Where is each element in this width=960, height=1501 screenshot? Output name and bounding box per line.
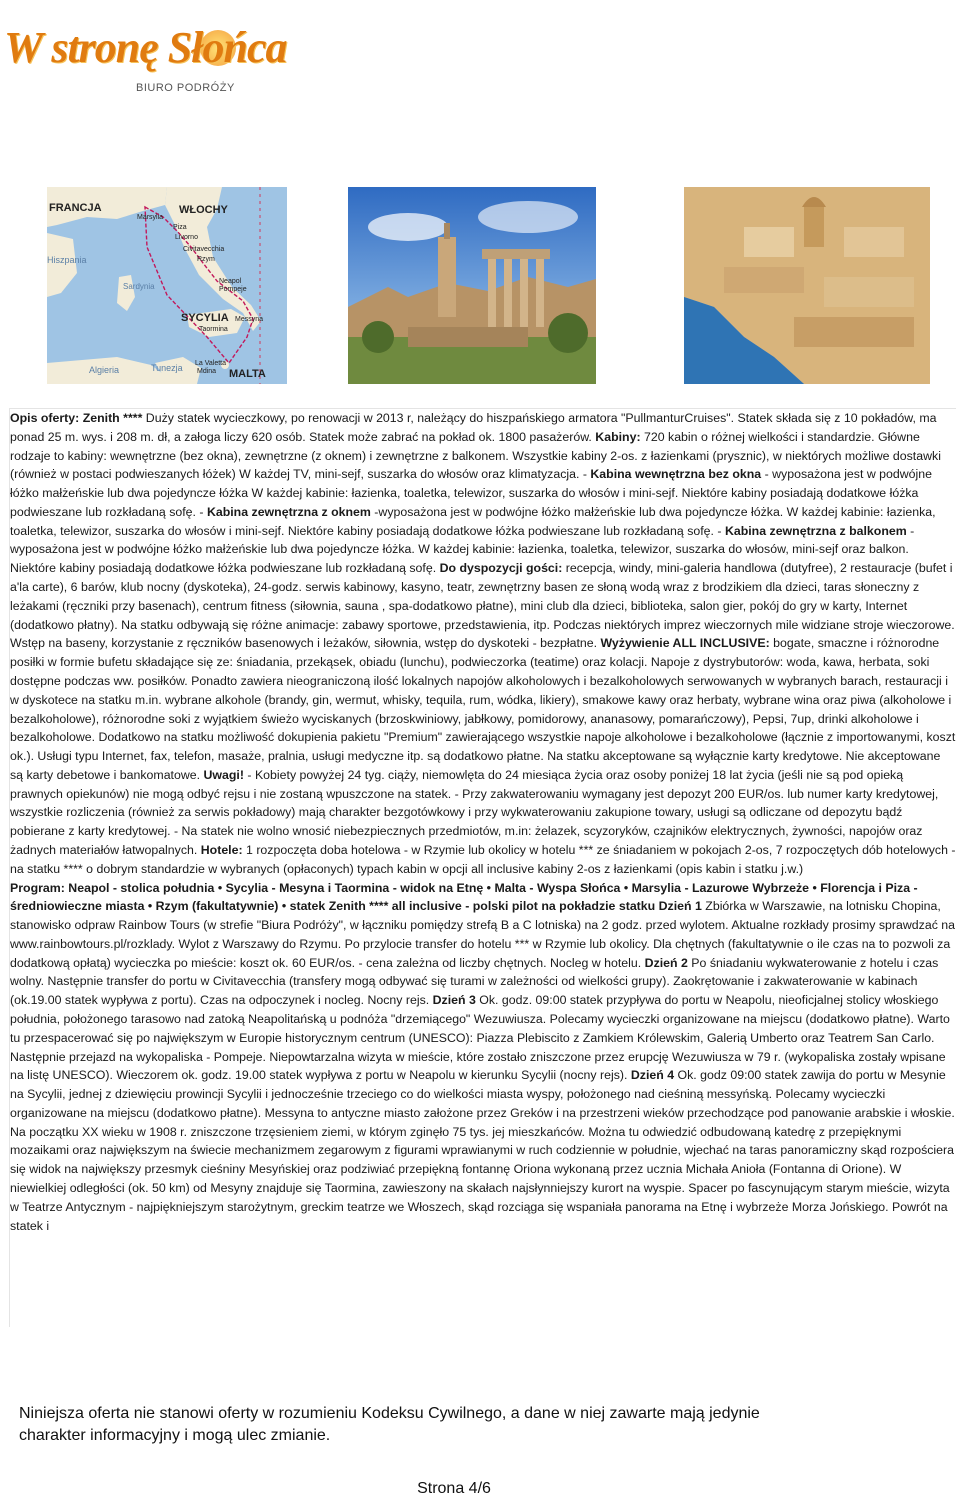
hotel-label: Hotele: [200,842,243,857]
hotel-text: 1 rozpoczęta doba hotelowa - w Rzymie lub okolicy w hotelu *** ze śniadaniem w pokojach 2-os, 7 rozpoczętych dób hotelowych - na statku **** o dobrym standardzie w wybranych (opłaconych) typach kabin w opcji all inclusive kabiny 2-os z łazienkami (opis kabin i statku j.w.) [10,842,956,876]
inner-cabin-label: Kabina wewnętrzna bez okna [590,467,762,482]
day2-label: Dzień 2 [644,955,688,970]
route-map-image [47,187,287,384]
map-city-livorno: Livorno [175,234,198,241]
map-city-taormina: Taormina [199,326,228,333]
map-label-sicily: SYCYLIA [181,312,229,324]
guests-text: recepcja, windy, mini-galeria handlowa (dutyfree), 2 restauracje (bufet i a'la carte), 6 barów, klub nocny (dyskoteka), 24-godz. serwis kabinowy, kasyno, teatr, zewnętrzny basen ze słoną wodą wraz z brodzikiem dla dzieci, taras słoneczny z leżakami (ręczniki przy basenach), centrum fitness (siłownia, sauna , spa-dodatkowo płatne), mini club dla dzieci, biblioteka, salon gier, pokój do gry w karty, Internet (dodatkowo płatny). Na statku odbywają się różne animacje: zabawy sportowe, przedstawienia, itp. Podczas niektórych imprez wieczornych mile widziane stroje wieczorowe. Wstęp na baseny, korzystanie z ręczników basenowych i leżaków, siłownia, wstęp do dyskoteki - bezpłatne. [10,561,955,651]
logo-text: W stronę Słońca [4,23,287,72]
map-city-messina: Messyna [235,316,264,323]
program-label: Program: Neapol - stolica południa • Sycylia - Mesyna i Taormina - widok na Etnę • Malta - Wyspa Słońca • Marsylia - Lazurowe Wybrzeże • Florencja i Piza - średniowieczne miasta • Rzym (fakultatywnie) • statek Zenith **** all inclusive - polski pilot na pokładzie statku Dzień 1 [10,880,918,914]
day4-text: Ok. godz 09:00 statek zawija do portu w Mesynie na Sycylii, jednej z dziewięciu prowincji Sycylii i jednocześnie trzeciego co do wielkości miasta wyspy, położonego nad cieśniną messyńską. Polecamy wycieczki organizowane na miejscu (dodatkowo płatne). Messyna to antyczne miasto założone przez Greków i na przestrzeni wieków przechodzące pod panowanie arabskie i włoskie. Na początku XX wieku w 1908 r. zniszczone trzęsieniem ziemi, w którym zginęło 75 tys. jej mieszkańców. Można tu odwiedzić odbudowaną katedrę z przepięknymi mozaikami oraz największym na świecie mechanizmem zegarowym z figurami wprawianymi w ruch codziennie w południe, wjechać na taras panoramiczny skąd rozpościera się widok na największy przesmyk cieśniny Mesyńskiej oraz podziwiać przepiękną fontannę Oriona wykonaną przez ucznia Michała Anioła (Fontanna di Orione). W niewielkiej odległości (ok. 50 km) od Mesyny znajduje się Taormina, zawieszony na skałach najsłynniejszy kurort na wyspie. Spacer po fascynującym starym mieście, wizyta w Teatrze Antycznym - najpiękniejszym starożytnym, greckim teatrze we Włoszech, skąd rozciąga się wspaniała panorama na Etnę i wybrzeże Morza Jońskiego. Powrót na statek i [10,1068,955,1233]
warning-label: Uwagi! [203,767,244,782]
day3-label: Dzień 3 [432,993,476,1008]
map-city-mdina: Mdina [197,368,217,375]
guests-label: Do dyspozycji gości: [439,561,563,576]
offer-label: Opis oferty: Zenith **** [10,411,143,425]
cabins-text: 720 kabin o różnej wielkości i standardzie. Główne rodzaje to kabiny: wewnętrzne (bez okna), zewnętrzne (z oknem) i zewnętrzne z balkonem. Wszystkie kabiny 2-os. z łazienkami (prysznic), w niektórych możliwe dostawki (również w postaci podwieszanych łóżek) W każdej TV, mini-sejf, suszarka do włosów oraz klimatyzacja. - [10,429,941,482]
map-city-pompeii: Pompeje [219,286,247,293]
day3-text: Ok. godz. 09:00 statek przypływa do portu w Neapolu, nieoficjalnej stolicy włoskiego południa, położonego tarasowo nad zatoką Neapolitańską u podnóża "drzemiącego" Wezuwiusza. Polecamy wycieczki organizowane na miejscu (dodatkowo płatne). Warto tu przespacerować się po największym w Europie historycznym centrum (UNESCO): Piazza Plebiscito z Zamkiem Królewskim, Galerią Umberto oraz Teatrem San Carlo. Następnie przejazd na wykopaliska - Pompeje. Niepowtarzalna wizyta w mieście, które zostało zniszczone przez erupcję Wezuwiusza w 79 r. (wykopaliska zostały wpisane na listę UNESCO). Wieczorem ok. godz. 19.00 statek wypływa z portu w Neapolu w kierunku Sycylii (nocny rejs). [10,993,950,1083]
outer-cabin-text: -wyposażona jest w podwójne łóżko małżeńskie lub dwa pojedyncze łóżka. W każdej kabinie: łazienka, toaletka, telewizor, suszarka do włosów i mini-sejf. Niektóre kabiny posiadają dodatkowe łóżka podwieszane lub rozkładaną sofę. - [10,504,936,538]
map-city-marseille: Marsylia [137,214,164,221]
map-city-naples: Neapol [219,278,242,285]
map-label-malta: MALTA [229,368,266,380]
map-label-tunisia: Tunezja [151,363,183,373]
map-city-civitavecchia: Civitavecchia [183,246,225,253]
map-label-sardinia: Sardynia [123,282,155,291]
map-label-algeria: Algieria [89,365,120,375]
rome-forum-image [348,187,596,384]
balcony-cabin-label: Kabina zewnętrzna z balkonem [724,523,907,538]
day2-text: Po śniadaniu wykwaterowanie z hotelu i czas wolny. Następnie transfer do portu w Civitavecchia (transfery mogą odbywać się turami w zależności od wielkości grupy). Zaokrętowanie i zakwaterowanie w kabinach (ok.19.00 statek wypływa z portu). Czas na odpoczynek i nocleg. Nocny rejs. [10,955,939,1008]
map-city-rome: Rzym [197,256,215,263]
offer-description [9,408,956,1327]
day4-label: Dzień 4 [630,1068,675,1083]
map-label-spain: Hiszpania [47,255,87,265]
balcony-cabin-text: - wyposażona jest w podwójne łóżko małżeńskie lub dwa pojedyncze łóżka. W każdej kabinie: łazienka, toaletka, telewizor, suszarka do włosów, mini-sejf oraz balkon. Niektóre kabiny posiadają dodatkowe łóżka podwieszane lub rozkładaną sofę. [10,523,915,576]
page-number: Strona 4/6 [417,1480,491,1497]
day1-text: Zbiórka w Warszawie, na lotnisku Chopina, stanowisko odpraw Rainbow Tours (w strefie "Biura Podróży", w łączniku pomiędzy strefą B a C lotniska) na 2 godz. przed wylotem. Aktualne rozkłady prosimy sprawdzać na www.rainbowtours.pl/rozklady. Wylot z Warszawy do Rzymu. Po przylocie transfer do hotelu *** w Rzymie lub okolicy. Dla chętnych (fakultatywnie o ile czas na to pozwoli za dodatkową opłatą) wycieczka po mieście: koszt ok. 60 EUR/os. - cena zależna od liczby chętnych. Nocleg w hotelu. [10,899,956,970]
cabins-label: Kabiny: [595,429,641,444]
offer-text: Duży statek wycieczkowy, po renowacji w 2013 r, należący do hiszpańskiego armatora "PullmanturCruises". Statek składa się z 10 pokładów, ma ponad 25 m. wys. i 208 m. dł, a załoga liczy 620 osób. Statek może zabrać na pokład ok. 1800 pasażerów. [10,411,937,444]
outer-cabin-label: Kabina zewnętrzna z oknem [206,504,371,519]
malta-valletta-image [684,187,930,384]
map-city-la-valetta: La Valetta [195,360,227,367]
inner-cabin-text: - wyposażona jest w podwójne łóżko małżeńskie lub dwa pojedyncze łóżka W każdej kabinie: łazienka, toaletka, telewizor, suszarka do włosów i mini-sejf. Niektóre kabiny posiadają dodatkowe łóżka podwieszane lub rozkładaną sofę. - [10,467,933,519]
legal-disclaimer: Niniejsza oferta nie stanowi oferty w rozumieniu Kodeksu Cywilnego, a dane w niej zawarte mają jedynie charakter informacyjny i mogą ulec zmianie. [19,1405,760,1444]
logo-subtitle: BIURO PODRÓŻY [136,82,235,94]
map-city-pisa: Piza [173,224,187,231]
company-logo [4,16,287,100]
map-label-italy: WŁOCHY [179,204,228,216]
all-inclusive-text: bogate, smaczne i różnorodne posiłki w formie bufetu składające się ze: śniadania, przekąsek, obiadu (lunchu), podwieczorka (teatime) oraz kolacji. Napoje z dystrybutorów: woda, kawa, herbata, soki dostępne podczas ww. posiłków. Ponadto zawiera nieograniczoną ilość lokalnych napojów alkoholowych i bezalkoholowych serwowanych w wybranych barach, restauracji i w dyskotece na statku m.in. wybrane alkohole (brandy, gin, wermut, whisky, tequila, rum, wódka, likiery), smakowe kawy oraz herbaty, wybrane wina oraz piwa (alkoholowe i bezalkoholowe), różnorodne soki z wyjątkiem świeżo wyciskanych (brzoskwiniowy, jabłkowy, pomidorowy, ananasowy, pomarańczowy), Pepsi, 7up, drinki alkoholowe i bezalkoholowe. Dodatkowo na statku możliwość dokupienia pakietu "Premium" zawierającego wszystkie napoje alkoholowe i bezalkoholowe (łącznie z importowanymi, koszt ok.). Usługi typu Internet, fax, telefon, masaże, pralnia, usługi medyczne itp. są dodatkowo płatne. Na statku akceptowane są wyłącznie karty kredytowe. Nie akceptowane są karty debetowe i bankomatowe. [10,636,956,782]
warning-text: - Kobiety powyżej 24 tyg. ciąży, niemowlęta do 24 miesiąca życia oraz osoby poniżej 18 lat życia (jeśli nie są pod opieką prawnych opiekunów) nie mogą odbyć rejsu i nie zostaną wpuszczone na statek. - Przy zakwaterowaniu wymagany jest depozyt 200 EUR/os. lub numer karty kredytowej, wszystkie rozliczenia (również za serwis pokładowy) mają charakter bezgotówkowy i przy wykwaterowaniu zakupione towary, usługi są odliczane od depozytu bądź pobierane z karty kredytowej. - Na statek nie wolno wnosić niebezpiecznych przedmiotów, m.in: żelazek, scyzoryków, czajników elektrycznych, żywności, napojów oraz żadnych materiałów łatwopalnych. [10,767,939,857]
all-inclusive-label: Wyżywienie ALL INCLUSIVE: [600,636,770,651]
map-label-france: FRANCJA [49,202,102,214]
